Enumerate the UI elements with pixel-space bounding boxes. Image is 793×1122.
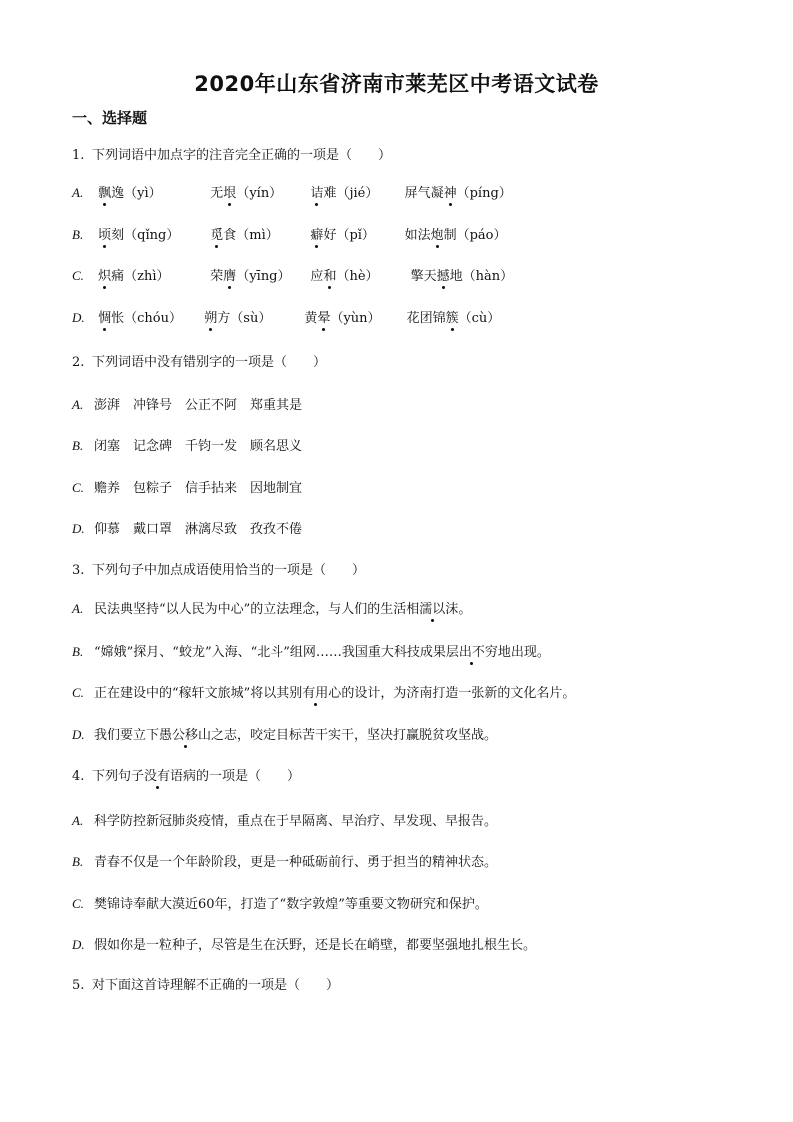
- q1-option-b: [72, 226, 507, 245]
- q4-option-b: [72, 853, 497, 872]
- option-label: A.: [72, 185, 84, 200]
- question-3: [72, 562, 365, 580]
- option-label: D.: [72, 727, 85, 742]
- option-label: A.: [72, 813, 84, 828]
- option-label: A.: [72, 601, 84, 616]
- option-label: C.: [72, 685, 84, 700]
- question-stem: 下列词语中没有错别字的一项是（ ）: [92, 355, 327, 370]
- option-label: B.: [72, 644, 84, 659]
- option-label: D.: [72, 521, 85, 536]
- option-item: 应和（hè）: [310, 269, 379, 284]
- option-item: 飘逸（yì）: [98, 186, 162, 201]
- q4-option-d: [72, 936, 536, 955]
- dotted-idiom: 层出不穷: [445, 645, 498, 660]
- question-stem: 下列句子中加点成语使用恰当的一项是（ ）: [92, 563, 366, 578]
- option-item: 癖好（pǐ）: [310, 228, 375, 243]
- option-label: A.: [72, 397, 84, 412]
- option-text: 澎湃 冲锋号 公正不阿 郑重其是: [94, 398, 303, 413]
- q1-option-d: [72, 309, 500, 328]
- option-item: 觅食（mì）: [210, 228, 279, 243]
- q3-option-d: D. 我们要立下愚公移山之志，咬定目标苦干实干，坚决打赢脱贫攻坚战。: [72, 727, 498, 743]
- section-heading: 一、选择题: [72, 109, 148, 127]
- question-number: 2.: [72, 355, 85, 370]
- question-5: [72, 977, 339, 995]
- question-number: 5.: [72, 978, 85, 993]
- option-text: 赡养 包粽子 信手拈来 因地制宜: [94, 481, 303, 496]
- q2-option-a: [72, 396, 302, 415]
- option-label: C.: [72, 480, 84, 495]
- option-item: 黄晕（yùn）: [304, 311, 381, 326]
- option-label: C.: [72, 268, 84, 283]
- q3-option-a: A. 民法典坚持“以人民为中心”的立法理念，与人们的生活相濡以沫。: [72, 601, 472, 617]
- question-1: [72, 147, 391, 165]
- option-text: 科学防控新冠肺炎疫情，重点在于早隔离、早治疗、早发现、早报告。: [94, 814, 498, 829]
- option-item: 擎天撼地（hàn）: [410, 269, 514, 284]
- q3-option-c: C. 正在建设中的“稼轩文旅城”将以其别有用心的设计，为济南打造一张新的文化名片。: [72, 685, 576, 701]
- q4-option-c: [72, 895, 488, 914]
- option-label: D.: [72, 937, 85, 952]
- question-4: 4. 下列句子没有语病的一项是（ ）: [72, 769, 301, 784]
- option-text: 青春不仅是一个年龄阶段，更是一种砥砺前行、勇于担当的精神状态。: [94, 855, 498, 870]
- option-label: D.: [72, 310, 85, 325]
- dotted-word: 没有: [144, 769, 171, 784]
- option-item: 诘难（jié）: [310, 186, 379, 201]
- question-stem: 下列词语中加点字的注音完全正确的一项是（ ）: [92, 148, 392, 163]
- dotted-idiom: 愚公移山: [159, 728, 212, 743]
- q3-option-b: B. “嫦娥”探月、“蛟龙”入海、“北斗”组网……我国重大科技成果层出不穷地出现。: [72, 644, 550, 660]
- question-number: 4.: [72, 769, 85, 784]
- dotted-idiom: 别有用心: [289, 686, 342, 701]
- option-label: B.: [72, 854, 84, 869]
- option-item: 屏气凝神（píng）: [404, 186, 512, 201]
- question-2: [72, 354, 326, 372]
- dotted-idiom: 相濡以沫: [406, 602, 459, 617]
- option-item: 顷刻（qǐng）: [98, 228, 180, 243]
- option-item: 如法炮制（páo）: [404, 228, 507, 243]
- option-text: 假如你是一粒种子，尽管是生在沃野，还是长在峭壁，都要坚强地扎根生长。: [94, 938, 537, 953]
- q2-option-c: [72, 479, 302, 498]
- q2-option-d: [72, 520, 302, 539]
- option-item: 花团锦簇（cù）: [406, 311, 501, 326]
- option-item: 荣膺（yīng）: [210, 269, 291, 284]
- option-item: 朔方（sù）: [204, 311, 272, 326]
- question-number: 1.: [72, 148, 85, 163]
- option-item: 惆怅（chóu）: [98, 311, 183, 326]
- q2-option-b: [72, 437, 302, 456]
- question-number: 3.: [72, 563, 85, 578]
- option-text: 仰慕 戴口罩 淋漓尽致 孜孜不倦: [94, 522, 303, 537]
- q1-option-a: [72, 184, 512, 203]
- option-text: 闭塞 记念碑 千钧一发 顾名思义: [94, 439, 303, 454]
- option-label: B.: [72, 438, 84, 453]
- option-item: 无垠（yín）: [210, 186, 283, 201]
- page-title: 2020年山东省济南市莱芜区中考语文试卷: [194, 72, 599, 96]
- option-item: 炽痛（zhì）: [98, 269, 170, 284]
- question-stem: 对下面这首诗理解不正确的一项是（ ）: [92, 978, 340, 993]
- option-text: 樊锦诗奉献大漠近60年，打造了“数字敦煌”等重要文物研究和保护。: [94, 897, 488, 912]
- q4-option-a: [72, 812, 497, 831]
- option-label: C.: [72, 896, 84, 911]
- q1-option-c: [72, 267, 513, 286]
- option-label: B.: [72, 227, 84, 242]
